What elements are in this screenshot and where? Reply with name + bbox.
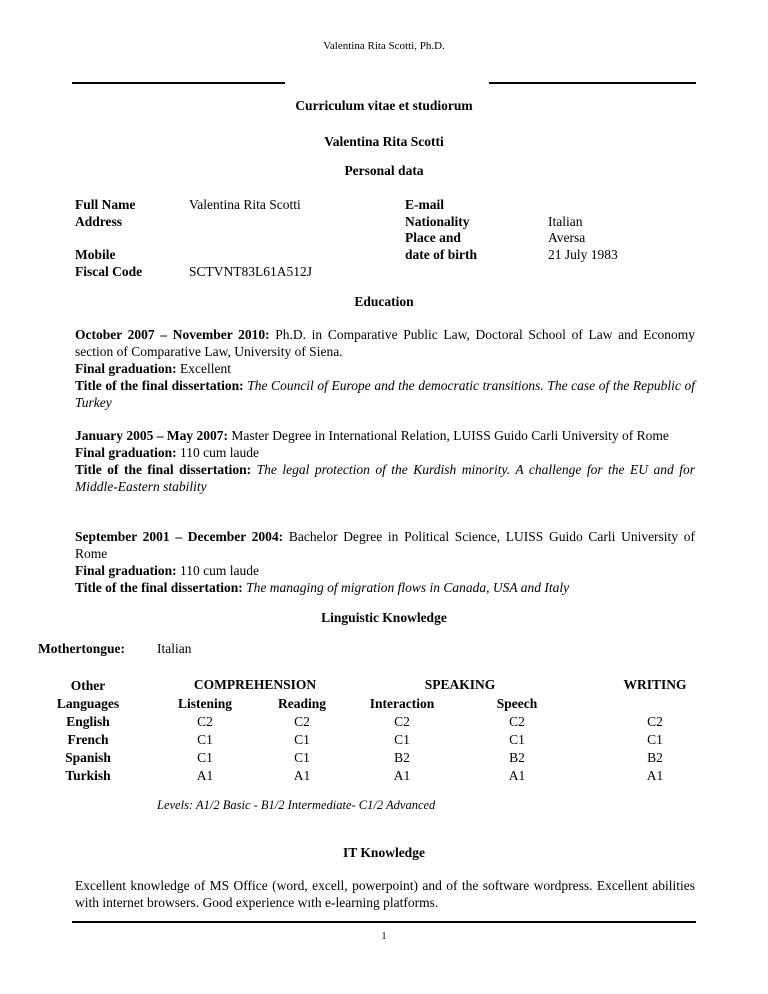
level-cell: C1 bbox=[647, 732, 663, 747]
listening-column bbox=[165, 695, 245, 785]
dissertation-label: Title of the final dissertation: bbox=[75, 462, 252, 477]
level-cell: C2 bbox=[509, 714, 525, 729]
language-name: French bbox=[67, 732, 109, 747]
it-text: Excellent knowledge of MS Office (word, excell, powerpoint) and of the software wordpress. Excellent abilities with internet browsers. Good experience wıth e-learning platforms. bbox=[75, 878, 695, 910]
final-graduation-label: Final graduation: bbox=[75, 563, 177, 578]
level-cell: C1 bbox=[509, 732, 525, 747]
value-fiscal-code: SCTVNT83L61A512J bbox=[189, 264, 313, 279]
label-place-and: Place and bbox=[405, 230, 461, 245]
language-name: Turkish bbox=[65, 768, 111, 783]
dissertation-title: The Council of Europe and the democratic transitions. The case of the Republic of Turkey bbox=[75, 378, 695, 410]
writing-column bbox=[620, 713, 690, 785]
label-mobile: Mobile bbox=[75, 247, 116, 262]
level-cell: C1 bbox=[294, 750, 310, 765]
level-cell: C2 bbox=[647, 714, 663, 729]
linguistic-heading: Linguistic Knowledge bbox=[321, 610, 447, 625]
level-cell: C2 bbox=[294, 714, 310, 729]
reading-column bbox=[267, 695, 337, 785]
label-fiscal-code: Fiscal Code bbox=[75, 264, 143, 279]
education-degree: Master Degree in International Relation, LUISS Guido Carli University of Rome bbox=[228, 428, 669, 443]
level-cell: C1 bbox=[394, 732, 410, 747]
level-cell: C1 bbox=[197, 750, 213, 765]
header-rule-left bbox=[72, 82, 285, 84]
header-rule-right bbox=[489, 82, 696, 84]
person-name: Valentina Rita Scotti bbox=[324, 134, 444, 149]
dissertation-label: Title of the final dissertation: bbox=[75, 580, 243, 595]
final-graduation-value: 110 cum laude bbox=[176, 445, 259, 460]
value-place-of-birth: Aversa bbox=[548, 230, 586, 245]
page-number: 1 bbox=[381, 931, 387, 942]
level-cell: C1 bbox=[294, 732, 310, 747]
mothertongue-label: Mothertongue: bbox=[38, 641, 125, 656]
language-name: English bbox=[66, 714, 110, 729]
level-cell: C2 bbox=[394, 714, 410, 729]
level-cell: A1 bbox=[196, 768, 214, 783]
footer-rule bbox=[72, 921, 696, 923]
level-cell: B2 bbox=[394, 750, 410, 765]
speaking-header: SPEAKING bbox=[424, 677, 496, 692]
level-cell: A1 bbox=[393, 768, 411, 783]
education-period: January 2005 – May 2007: bbox=[75, 428, 228, 443]
writing-header: WRITING bbox=[623, 677, 687, 692]
education-period: September 2001 – December 2004: bbox=[75, 529, 284, 544]
final-graduation-label: Final graduation: bbox=[75, 361, 177, 376]
listening-header: Listening bbox=[177, 696, 232, 711]
dissertation-title: The managing of migration flows in Canada, USA and Italy bbox=[242, 580, 570, 595]
mothertongue-value: Italian bbox=[157, 641, 192, 656]
label-address: Address bbox=[75, 214, 123, 229]
final-graduation-label: Final graduation: bbox=[75, 445, 177, 460]
education-entry bbox=[75, 326, 695, 411]
label-date-of-birth: date of birth bbox=[405, 247, 477, 262]
language-name: Spanish bbox=[65, 750, 111, 765]
speech-column bbox=[482, 695, 552, 785]
level-cell: C1 bbox=[197, 732, 213, 747]
final-graduation-value: Excellent bbox=[176, 361, 231, 376]
dissertation-title: The legal protection of the Kurdish minority. A challenge for the EU and for Middle-Eastern stability bbox=[75, 462, 695, 494]
comprehension-header: COMPREHENSION bbox=[193, 677, 317, 692]
other-label-line1: Other bbox=[70, 678, 106, 693]
value-full-name: Valentina Rita Scotti bbox=[189, 197, 301, 212]
speech-header: Speech bbox=[496, 696, 538, 711]
label-full-name: Full Name bbox=[75, 197, 136, 212]
interaction-column bbox=[362, 695, 442, 785]
running-header: Valentina Rita Scotti, Ph.D. bbox=[323, 40, 445, 52]
value-date-of-birth: 21 July 1983 bbox=[548, 247, 618, 262]
label-nationality: Nationality bbox=[405, 214, 470, 229]
education-entry bbox=[75, 528, 695, 596]
levels-note: Levels: A1/2 Basic - B1/2 Intermediate- C1/2 Advanced bbox=[157, 798, 436, 812]
document-title: Curriculum vitae et studiorum bbox=[295, 98, 473, 113]
other-label-line2: Languages bbox=[56, 696, 120, 711]
education-period: October 2007 – November 2010: bbox=[75, 327, 270, 342]
education-degree: Bachelor Degree in Political Science, LUISS Guido Carli University of Rome bbox=[75, 529, 695, 561]
dissertation-label: Title of the final dissertation: bbox=[75, 378, 244, 393]
level-cell: C2 bbox=[197, 714, 213, 729]
other-languages-label bbox=[38, 677, 138, 785]
level-cell: B2 bbox=[509, 750, 525, 765]
it-heading: IT Knowledge bbox=[343, 845, 425, 860]
final-graduation-value: 110 cum laude bbox=[176, 563, 259, 578]
reading-header: Reading bbox=[277, 696, 326, 711]
level-cell: A1 bbox=[646, 768, 664, 783]
level-cell: A1 bbox=[293, 768, 311, 783]
interaction-header: Interaction bbox=[369, 696, 435, 711]
level-cell: B2 bbox=[647, 750, 663, 765]
education-degree: Ph.D. in Comparative Public Law, Doctoral School of Law and Economy section of Comparative Law, University of Siena. bbox=[75, 327, 696, 359]
value-nationality: Italian bbox=[548, 214, 583, 229]
education-heading: Education bbox=[354, 294, 414, 309]
personal-data-heading: Personal data bbox=[344, 163, 424, 178]
level-cell: A1 bbox=[508, 768, 526, 783]
education-entry bbox=[75, 427, 695, 495]
label-email: E-mail bbox=[405, 197, 444, 212]
